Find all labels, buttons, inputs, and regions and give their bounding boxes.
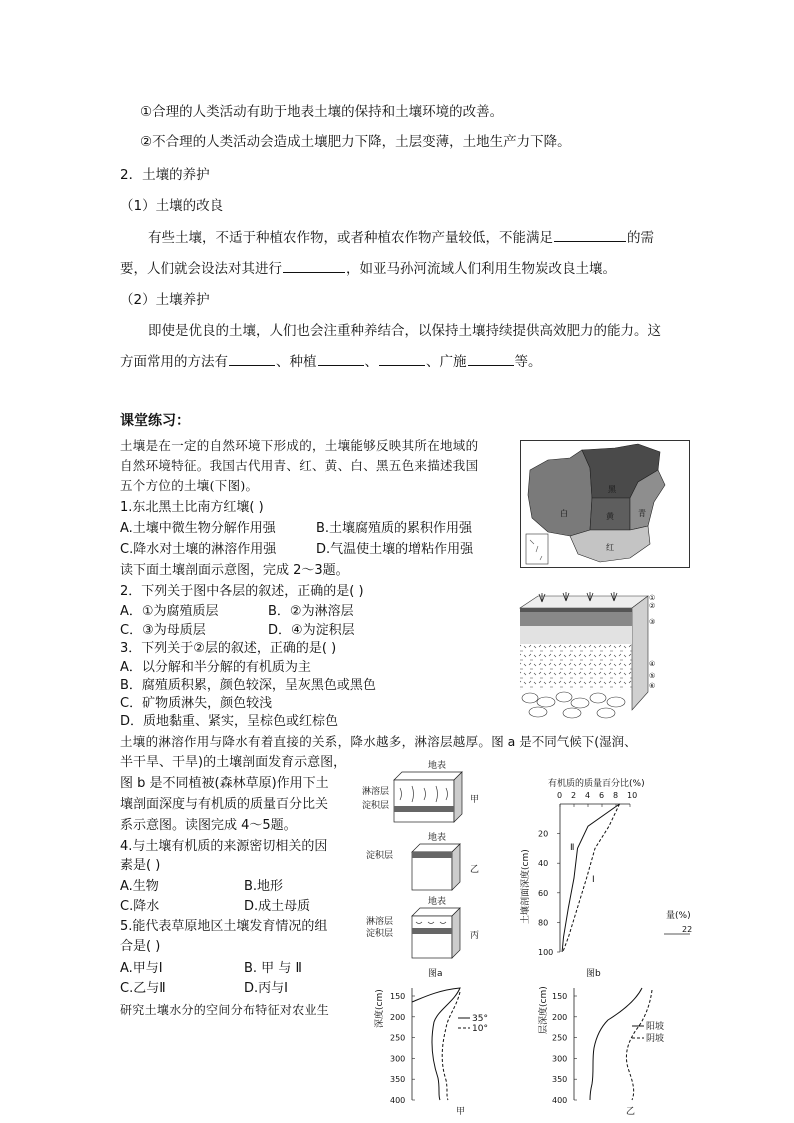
- illuvial-band: [412, 852, 452, 858]
- block-side: [454, 772, 462, 822]
- y-tick-label: 250: [390, 1033, 406, 1043]
- q4-option-a[interactable]: A.生物: [120, 879, 159, 894]
- q2-option-a[interactable]: A．①为腐殖质层: [120, 604, 219, 619]
- y-tick-label: 200: [552, 1012, 568, 1022]
- q1-option-a[interactable]: A.土壤中微生物分解作用强: [120, 521, 276, 536]
- q1-option-d[interactable]: D.气温使土壤的增粘作用强: [316, 542, 474, 557]
- exercise-lead: 壤剖面深度与有机质的质量百分比关: [120, 797, 329, 812]
- layer-humus: [520, 612, 632, 626]
- fig-a-label: 淀积层: [366, 851, 394, 861]
- x-tick-label: 6: [599, 791, 605, 800]
- layer-litter: [520, 608, 632, 612]
- read-instruction: 读下面土壤剖面示意图，完成 2～3题。: [120, 563, 349, 578]
- layer-label: ②: [649, 602, 656, 610]
- question-4-cont: 素是( ): [120, 858, 161, 873]
- block-jia: [394, 780, 454, 822]
- legend-10deg: 10°: [472, 1024, 488, 1034]
- fig-a-surface-label: 地表: [428, 761, 447, 771]
- line-10deg: [442, 992, 460, 1100]
- y-tick-label: 100: [538, 948, 554, 957]
- figure-a: [362, 758, 494, 980]
- x-tick-label: 2: [571, 791, 577, 800]
- q5-option-d[interactable]: D.丙与Ⅰ: [244, 981, 288, 996]
- question-3: 3．下列关于②层的叙述，正确的是( ): [120, 641, 337, 656]
- y-tick-label: 150: [390, 992, 406, 1001]
- exercise-lead: 土壤是在一定的自然环境下形成的，土壤能够反映其所在地域的: [120, 438, 479, 453]
- y-tick-label: 300: [390, 1054, 406, 1064]
- question-2: 2．下列关于图中各层的叙述，正确的是( ): [120, 584, 364, 599]
- x-tick-label: 8: [613, 791, 619, 800]
- layer-label: ①: [649, 594, 656, 602]
- fig-b-title: 有机质的质量百分比(%): [548, 779, 645, 789]
- exercise-title: 课堂练习：: [120, 413, 190, 429]
- exercise-lead: 半干旱、干旱)的土壤剖面发育示意图，: [120, 755, 347, 770]
- series-label-i: Ⅰ: [592, 875, 595, 885]
- map-label-black: 黑: [608, 485, 616, 494]
- q2-option-c[interactable]: C．③为母质层: [120, 623, 206, 638]
- y-tick-label: 20: [538, 829, 549, 839]
- question-4: 4.与土壤有机质的来源密切相关的因: [120, 839, 328, 854]
- exercise-lead: 图 b 是不同植被(森林草原)作用下土: [120, 776, 329, 791]
- q5-option-a[interactable]: A.甲与Ⅰ: [120, 961, 163, 976]
- q3-option-c[interactable]: C．矿物质淋失，颜色较浅: [120, 696, 273, 711]
- answer-blank[interactable]: [554, 229, 626, 242]
- answer-blank[interactable]: [318, 353, 364, 366]
- y-tick-labels: [552, 992, 577, 1105]
- subheading-improvement: （1）土壤的改良: [120, 198, 224, 214]
- q2-option-b[interactable]: B．②为淋溶层: [268, 604, 354, 619]
- block-top: [394, 772, 462, 780]
- q4-option-b[interactable]: B.地形: [244, 879, 284, 894]
- y-tick-label: 200: [390, 1012, 406, 1022]
- x-tick-label: 4: [585, 791, 591, 800]
- extra-tick: 22: [682, 925, 693, 934]
- improvement-para-line1: 有些土壤，不适于种植农作物，或者种植农作物产量较低，不能满足 的需: [148, 230, 654, 246]
- exercise-lead: 研究土壤水分的空间分布特征对农业生: [120, 1003, 330, 1017]
- extra-axis-label: 量(%): [666, 911, 691, 921]
- y-tick-label: 60: [538, 888, 549, 898]
- fig-a-caption: 图a: [428, 969, 443, 979]
- intro-point-2: ②不合理的人类活动会造成土壤肥力下降，土层变薄，土地生产力下降。: [140, 134, 571, 150]
- y-tick-label: 150: [552, 992, 568, 1001]
- fig-a-name: 甲: [470, 795, 480, 805]
- chart-jia-ylabel: 深度(cm): [375, 989, 385, 1028]
- layer-label: ③: [649, 618, 656, 626]
- answer-blank[interactable]: [379, 353, 425, 366]
- subheading-maintenance: （2）土壤养护: [120, 292, 210, 308]
- improvement-para-line2: 要，人们就会设法对其进行 ，如亚马孙河流域人们利用生物炭改良土壤。: [120, 261, 616, 277]
- legend-shady: 阴坡: [646, 1034, 665, 1044]
- map-label-red: 红: [606, 543, 614, 552]
- q5-option-c[interactable]: C.乙与Ⅱ: [120, 981, 166, 996]
- y-tick-label: 400: [390, 1096, 406, 1105]
- fig-a-label: 淋溶层: [366, 917, 394, 927]
- map-label-white: 白: [560, 509, 568, 518]
- chart-jia-name: 甲: [456, 1107, 466, 1117]
- x-tick-label: 10: [627, 791, 638, 800]
- figure-b: [516, 774, 706, 980]
- q3-option-a[interactable]: A．以分解和半分解的有机质为主: [120, 660, 311, 675]
- illuvial-band: [412, 928, 452, 934]
- layer-illuvial: [520, 644, 632, 690]
- fig-a-name: 丙: [470, 931, 480, 941]
- maintenance-para-line1: 即使是优良的土壤，人们也会注重种养结合，以保持土壤持续提供高效肥力的能力。这: [148, 323, 661, 339]
- answer-blank[interactable]: [229, 353, 275, 366]
- line-sunny-slope: [590, 988, 642, 1100]
- q1-option-b[interactable]: B.土壤腐殖质的累积作用强: [316, 521, 473, 536]
- maintenance-para-line2: 方面常用的方法有 、种植 、 、广施 等。: [120, 354, 542, 370]
- y-tick-label: 350: [552, 1075, 568, 1085]
- fig-a-surface-label: 地表: [428, 833, 447, 843]
- profile-top-face: [520, 596, 648, 608]
- legend-sunny: 阳坡: [646, 1022, 665, 1032]
- block-side: [452, 844, 460, 890]
- exercise-lead: 系示意图。读图完成 4～5题。: [120, 818, 297, 833]
- layer-label: ④: [649, 660, 656, 668]
- exercise-lead: 五个方位的土壤(下图)。: [120, 478, 259, 493]
- answer-blank[interactable]: [283, 260, 345, 273]
- soil-profile-diagram: [518, 586, 660, 722]
- y-tick-label: 250: [552, 1033, 568, 1043]
- intro-point-1: ①合理的人类活动有助于地表土壤的保持和土壤环境的改善。: [140, 104, 504, 120]
- chart-yi-name: 乙: [626, 1107, 636, 1117]
- bedrock-layer: [522, 692, 625, 718]
- q5-option-b[interactable]: B. 甲 与 Ⅱ: [244, 961, 302, 976]
- profile-side-face: [632, 596, 648, 710]
- map-label-blue: 青: [638, 509, 646, 518]
- fig-a-label: 淋溶层: [362, 787, 390, 797]
- exercise-lead: 土壤的淋溶作用与降水有着直接的关系，降水越多，淋溶层越厚。图 a 是不同气候下(湿润、: [120, 734, 637, 749]
- q4-option-d[interactable]: D.成土母质: [244, 899, 311, 914]
- question-5: 5.能代表草原地区土壤发育情况的组: [120, 919, 328, 934]
- x-tick-label: 0: [557, 791, 563, 800]
- illuvial-band: [394, 806, 454, 812]
- layer-labels: [649, 594, 655, 690]
- fig-a-label: 淀积层: [362, 801, 390, 811]
- q4-option-c[interactable]: C.降水: [120, 899, 160, 914]
- y-tick-label: 400: [552, 1096, 568, 1105]
- q3-option-b[interactable]: B．腐殖质积累，颜色较深，呈灰黑色或黑色: [120, 678, 376, 693]
- fig-a-label: 淀积层: [366, 929, 394, 939]
- question-1: 1.东北黑土比南方红壤( ): [120, 500, 264, 515]
- fig-b-ylabel: 土壤剖面深度(cm): [521, 849, 531, 924]
- section-heading: 2．土壤的养护: [120, 167, 210, 183]
- series-label-ii: Ⅱ: [570, 843, 575, 853]
- map-label-yellow: 黄: [606, 512, 614, 521]
- line-shady-slope: [626, 990, 652, 1100]
- fig-a-surface-label: 地表: [428, 897, 447, 907]
- layer-label: ⑤: [649, 672, 656, 680]
- x-tick-labels: [557, 791, 637, 807]
- chart-yi: [532, 982, 692, 1118]
- q3-option-d[interactable]: D．质地黏重、紧实，呈棕色或红棕色: [120, 714, 339, 729]
- y-tick-labels: [538, 830, 560, 957]
- q1-option-c[interactable]: C.降水对土壤的淋溶作用强: [120, 542, 277, 557]
- answer-blank[interactable]: [468, 353, 514, 366]
- exercise-lead: 自然环境特征。我国古代用青、红、黄、白、黑五色来描述我国: [120, 458, 479, 473]
- y-tick-label: 350: [390, 1075, 406, 1085]
- china-soil-map: [520, 440, 690, 568]
- layer-label: ⑥: [649, 682, 656, 690]
- chart-yi-ylabel: 层深度(cm): [539, 986, 549, 1034]
- fig-b-caption: 图b: [586, 969, 601, 979]
- line-35deg: [412, 988, 460, 1100]
- block-side: [452, 908, 460, 958]
- y-tick-label: 80: [538, 918, 549, 928]
- layer-eluvial: [520, 626, 632, 644]
- q2-option-d[interactable]: D．④为淀积层: [268, 623, 355, 638]
- fig-a-name: 乙: [470, 865, 480, 875]
- chart-jia: [368, 982, 508, 1118]
- y-tick-labels: [390, 992, 415, 1105]
- question-5-cont: 合是( ): [120, 939, 161, 954]
- y-tick-label: 300: [552, 1054, 568, 1064]
- y-tick-label: 40: [538, 859, 549, 869]
- legend-35deg: 35°: [472, 1014, 488, 1024]
